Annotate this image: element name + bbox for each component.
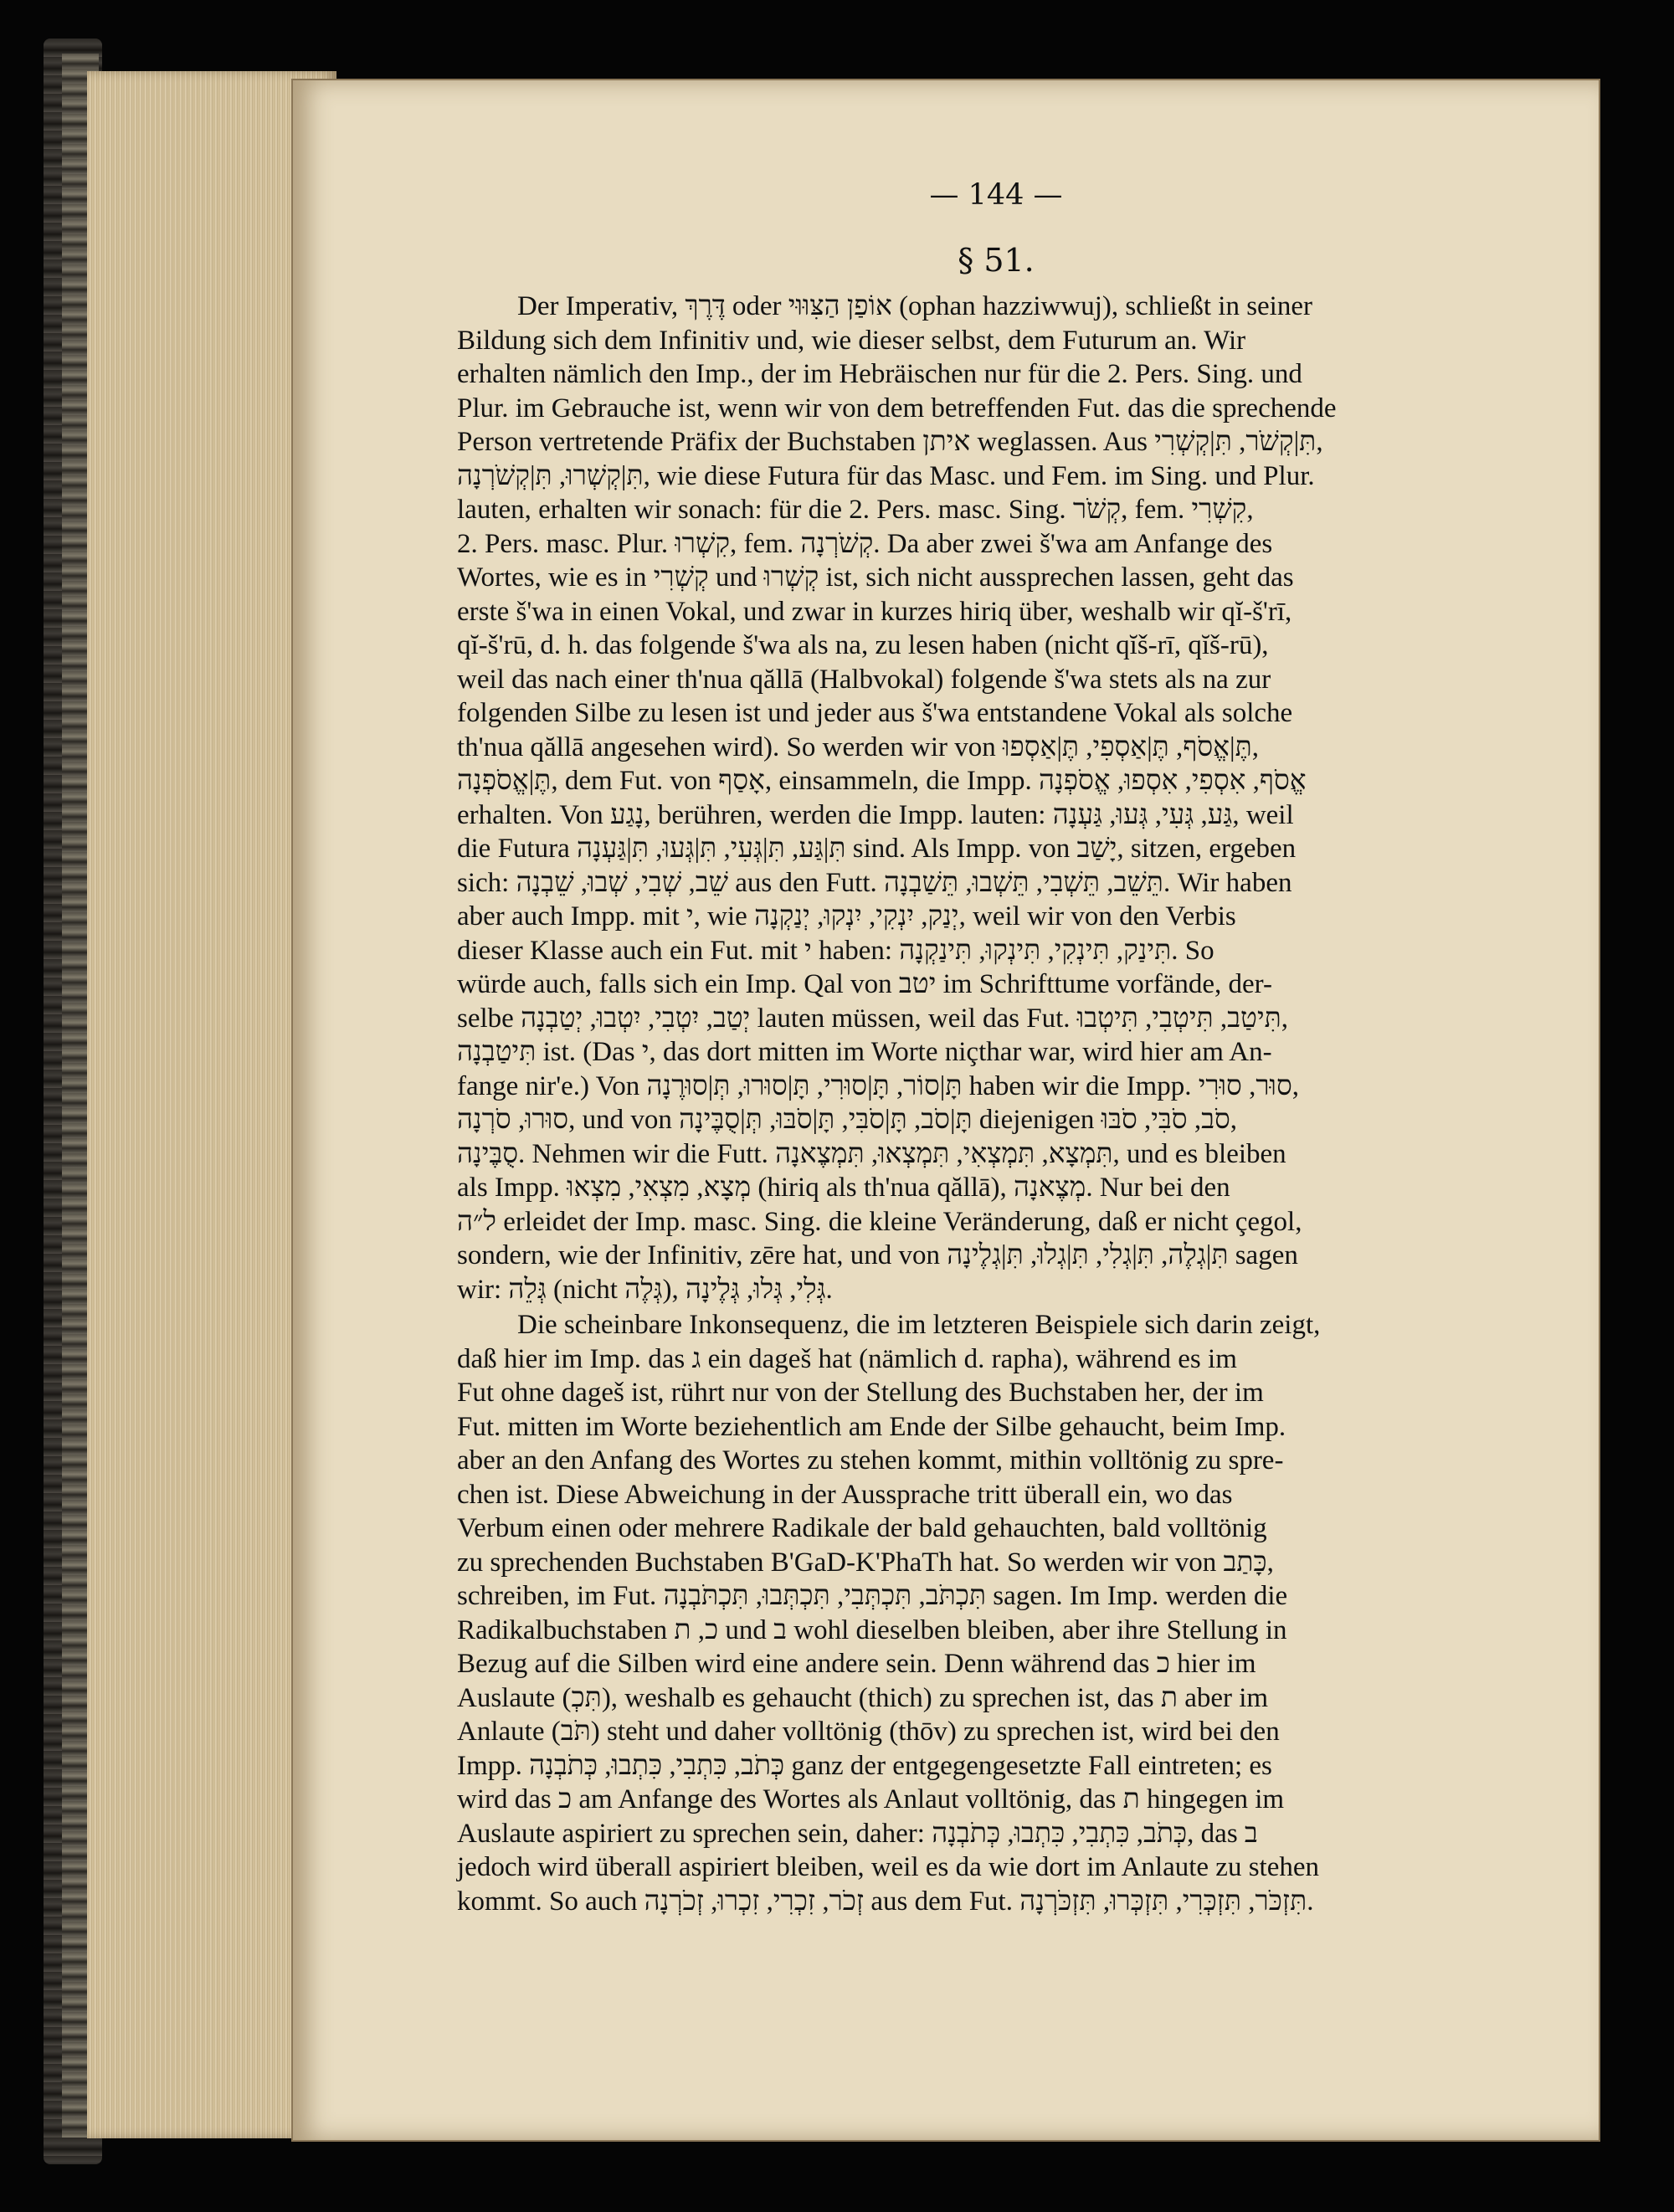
section-heading: § 51. (958, 242, 1035, 279)
paragraph-1: Der Imperativ, דֶּרֶךְ oder אוֹפַן הַצִּוּוּי (ophan hazziwwuj), schließt in seiner Bildung sich dem Infinitiv und, wie dieser selbst, dem Futurum an. Wir erhalten nämlich den Imp., der im Hebräischen nur für die 2. Pers. Sing. und Plur. im Gebrauche ist, wenn wir von dem betreffenden Fut. das die sprechende Person vertretende Präfix der Buchstaben איתן weglassen. Aus תִּ|קְשֹׁר, תִּ|קְשְׁרִי, תִּ|קְשְׁרוּ, תִּ|קְשֹׁרְנָה, wie diese Futura für das Masc. und Fem. im Sing. und Plur. lauten, erhalten wir sonach: für die 2. Pers. masc. Sing. קְשֹׁר, fem. קִשְׁרִי, 2. Pers. masc. Plur. קִשְׁרוּ, fem. קְשֹׁרְנָה. Da aber zwei š'wa am Anfange des Wortes, wie es in קְשְׁרִי und קְשְׁרוּ ist, sich nicht aussprechen lassen, geht das erste š'wa in einen Vokal, und zwar in kurzes hiriq über, weshalb wir qĭ-š'rī, qĭ-š'rū, d. h. das folgende š'wa als na, zu lesen haben (nicht qĭš-rī, qĭš-rū), weil das nach einer th'nua qăllā (Halbvokal) folgende š'wa stets als na zur folgenden Silbe zu lesen ist und jeder aus š'wa entstandene Vokal als solche th'nua qăllā angesehen wird). So werden wir von תֶּ|אֱסֹף, תֶּ|אַסְפִי, תֶּ|אַסְפוּ, תֶּ|אֱסֹפְנָה, dem Fut. von אָסַף, einsammeln, die Impp. אֱסֹף, אִסְפִי, אִסְפוּ, אֱסֹפְנָה erhalten. Von נָגַע, berühren, werden die Impp. lauten: גַּע, גְּעִי, גְּעוּ, גַּעְנָה, weil die Futura תִּ|גַּע, תִּ|גְּעִי, תִּ|גְּעוּ, תִּ|גַּעְנָה sind. Als Impp. von יָשַׁב, sitzen, ergeben sich: שֵׁב, שְׁבִי, שְׁבוּ, שֵׁבְנָה aus den Futt. תֵּשֵׁב, תֵּשְׁבִי, תֵּשְׁבוּ, תֵּשַׁבְנָה. Wir haben aber auch Impp. mit י, wie יְנַק, יִנְקִי, יִנְקוּ, יְנַקְנָה, weil wir von den Verbis dieser Klasse auch ein Fut. mit י haben: תִּינַק, תִּינְקִי, תִּינְקוּ, תִּינַקְנָה. So würde auch, falls sich ein Imp. Qal von יטב im Schrifttume vorfände, der- selbe יְטַב, יִטְבִי, יִטְבוּ, יְטַבְנָה lauten müssen, weil das Fut. תִּיטַב, תִּיטְבִי, תִּיטְבוּ, תִּיטַבְנָה ist. (Das י, das dort mitten im Worte niçthar war, wird hier am An- fange nir'e.) Von תָּ|סוֹר, תָּ|סוּרִי, תָּ|סוּרוּ, תְּ|סוּרֶנָה haben wir die Impp. סוּר, סוּרִי, סוּרוּ, סֹרְנָה, und von תָּ|סֹב, תָּ|סֹבִּי, תָּ|סֹבּוּ, תְּ|סֻבֶּינָה diejenigen סֹב, סֹבִּי, סֹבּוּ, סֻבֶּינָה. Nehmen wir die Futt. תִּמְצָא, תִּמְצְאִי, תִּמְצְאוּ, תִּמְצֶאנָה, und es bleiben als Impp. מְצָא, מִצְאִי, מִצְאוּ (hiriq als th'nua qăllā), מְצֶאנָה. Nur bei den ל״ה erleidet der Imp. masc. Sing. die kleine Veränderung, daß er nicht çegol, sondern, wie der Infinitiv, zēre hat, und von תִּ|גְלֶה, תִּ|גְלִי, תִּ|גְלוּ, תִּ|גְלֶינָה sagen wir: גְּלֵה (nicht גְּלֶה), גְּלִי, גְּלוּ, גְּלֶינָה. (457, 291, 1337, 1305)
page-body (457, 290, 1552, 1918)
paragraph-2: Die scheinbare Inkonsequenz, die im letzteren Beispiele sich darin zeigt, daß hier im Imp. das ג ein dageš hat (nämlich d. rapha), während es im Fut ohne dageš ist, rührt nur von der Stellung des Buchstaben her, der im Fut. mitten im Worte beziehentlich am Ende der Silbe gehaucht, beim Imp. aber an den Anfang des Wortes zu stehen kommt, mithin volltönig zu spre- chen ist. Diese Abweichung in der Aussprache tritt überall ein, wo das Verbum einen oder mehrere Radikale der bald gehauchten, bald volltönig zu sprechenden Buchstaben B'GaD-K'PhaTh hat. So werden wir von כָּתַב, schreiben, im Fut. תִּכְתֹּב, תִּכְתְּבִי, תִּכְתְּבוּ, תִּכְתֹּבְנָה sagen. Im Imp. werden die Radikalbuchstaben כ, ת und ב wohl dieselben bleiben, aber ihre Stellung in Bezug auf die Silben wird eine andere sein. Denn während das כ hier im Auslaute (תִּכְ), weshalb es gehaucht (thich) zu sprechen ist, das ת aber im Anlaute (תֹּב) steht und daher volltönig (thōv) zu sprechen ist, wird bei den Impp. כְּתֹב, כִּתְבִי, כִּתְבוּ, כְּתֹבְנָה ganz der entgegengesetzte Fall eintreten; es wird das כ am Anfange des Wortes als Anlaut volltönig, das ת hingegen im Auslaute aspiriert zu sprechen sein, daher: כְּתֹב, כִּתְבִי, כִּתְבוּ, כְּתֹבְנָה, das ב jedoch wird überall aspiriert bleiben, weil es da wie dort im Anlaute zu stehen kommt. So auch זְכֹר, זִכְרִי, זִכְרוּ, זְכֹרְנָה aus dem Fut. תִּזְכֹּר, תִּזְכְּרִי, תִּזְכְּרוּ, תִּזְכֹּרְנָה. (457, 1310, 1321, 1917)
page-number: — 144 — (929, 178, 1063, 212)
